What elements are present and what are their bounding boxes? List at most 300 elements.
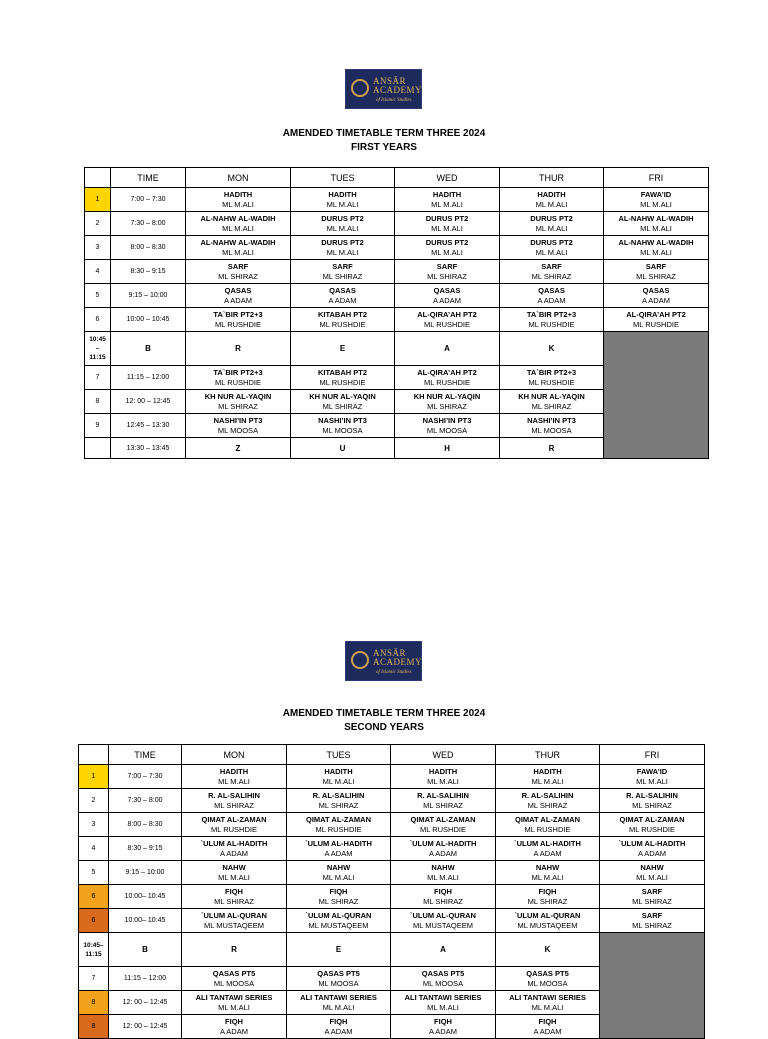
teacher: ML M.ALI: [218, 776, 250, 786]
subject: FIQH: [538, 886, 557, 896]
teacher: ML M.ALI: [535, 247, 568, 257]
teacher: ML RUSHDIE: [424, 319, 470, 329]
teacher: A ADAM: [533, 1026, 562, 1036]
subject: DURUS PT2: [530, 213, 573, 223]
break-time-line: 11:15: [89, 354, 106, 361]
break-letter: R: [182, 933, 287, 967]
lesson-cell: [496, 991, 600, 1015]
zuhr-letter: R: [500, 438, 604, 459]
teacher: ML SHIRAZ: [632, 920, 672, 930]
teacher: ML M.ALI: [326, 223, 359, 233]
subject: NASHI’IN PT3: [213, 415, 263, 425]
lesson-cell: [391, 789, 496, 813]
teacher: ML M.ALI: [218, 872, 250, 882]
subject: QASAS: [224, 285, 252, 295]
teacher: ML M.ALI: [640, 199, 672, 209]
period-time: 12: 00 – 12:45: [109, 1015, 182, 1039]
teacher: ML SHIRAZ: [427, 401, 467, 411]
lesson-cell: [287, 789, 391, 813]
period-time: 8:00 – 8:30: [109, 813, 182, 837]
period-time: 7:00 – 7:30: [111, 188, 186, 212]
subject: DURUS PT2: [425, 213, 469, 223]
subject: `ULUM AL-QURAN: [514, 910, 581, 920]
lesson-cell: [287, 813, 391, 837]
lesson-cell: [600, 765, 705, 789]
subject: KH NUR AL-YAQIN: [518, 391, 585, 401]
lesson-cell: [182, 789, 287, 813]
lesson-cell: [182, 967, 287, 991]
logo-line-3: of Islamic Studies: [376, 98, 412, 103]
subject: QIMAT AL-ZAMAN: [410, 814, 476, 824]
lesson-cell: [395, 236, 500, 260]
period-time: 9:15 – 10:00: [111, 284, 186, 308]
subject: HADITH: [328, 189, 357, 199]
teacher: ML MOOSA: [318, 978, 359, 988]
header-cell: [85, 168, 111, 188]
lesson-cell: [604, 260, 709, 284]
teacher: ML SHIRAZ: [636, 271, 676, 281]
period-number: 5: [79, 861, 109, 885]
header-cell: [79, 745, 109, 765]
lesson-cell: [291, 366, 395, 390]
teacher: ML MOOSA: [213, 978, 255, 988]
break-letter: R: [186, 332, 291, 366]
subject: SARF: [436, 261, 458, 271]
subject: TA`BIR PT2+3: [213, 367, 263, 377]
subject: QIMAT AL-ZAMAN: [201, 814, 267, 824]
period-time: 11:15 – 12:00: [109, 967, 182, 991]
break-letter: A: [391, 933, 496, 967]
lesson-cell: [391, 991, 496, 1015]
period-time: 8:30 – 9:15: [109, 837, 182, 861]
subject: QASAS: [538, 285, 565, 295]
lesson-cell: [186, 188, 291, 212]
lesson-cell: [182, 837, 287, 861]
teacher: ML SHIRAZ: [531, 401, 572, 411]
period-number: 8: [79, 991, 109, 1015]
subject: SARF: [227, 261, 249, 271]
teacher: ML MUSTAQEEM: [412, 920, 473, 930]
teacher: ML RUSHDIE: [211, 824, 257, 834]
subject: QIMAT AL-ZAMAN: [619, 814, 685, 824]
lesson-cell: [600, 813, 705, 837]
subject: KH NUR AL-YAQIN: [413, 391, 481, 401]
lesson-cell: [291, 260, 395, 284]
lesson-cell: [186, 414, 291, 438]
lesson-cell: [391, 813, 496, 837]
teacher: ML MOOSA: [527, 978, 568, 988]
lesson-cell: [186, 284, 291, 308]
break-letter: B: [111, 332, 186, 366]
lesson-cell: [391, 765, 496, 789]
teacher: ML SHIRAZ: [531, 271, 572, 281]
teacher: ML M.ALI: [222, 199, 254, 209]
academy-logo-2: [345, 641, 422, 681]
period-row: [79, 789, 705, 813]
lesson-cell: [395, 366, 500, 390]
period-time: 8:30 – 9:15: [111, 260, 186, 284]
teacher: ML SHIRAZ: [214, 800, 254, 810]
subject: HADITH: [219, 766, 249, 776]
zuhr-letter: H: [395, 438, 500, 459]
lesson-cell: [391, 885, 496, 909]
subject: FIQH: [538, 1016, 557, 1026]
subject: AL-NAHW AL-WADIH: [618, 237, 694, 247]
header-cell: TIME: [111, 168, 186, 188]
period-row: [85, 260, 709, 284]
first-years-timetable: [84, 167, 709, 459]
subject: QIMAT AL-ZAMAN: [306, 814, 371, 824]
teacher: ML M.ALI: [322, 1002, 355, 1012]
teacher: ML M.ALI: [322, 872, 355, 882]
subject: R. AL-SALIHIN: [626, 790, 678, 800]
lesson-cell: [391, 967, 496, 991]
subject: `ULUM AL-HADITH: [409, 838, 477, 848]
teacher: ML SHIRAZ: [423, 800, 463, 810]
period-row: [79, 861, 705, 885]
period-time: 10:00– 10:45: [109, 909, 182, 933]
subject: `ULUM AL-HADITH: [514, 838, 581, 848]
period-number: 2: [79, 789, 109, 813]
subject: AL-NAHW AL-WADIH: [618, 213, 694, 223]
lesson-cell: [291, 414, 395, 438]
lesson-cell: [600, 861, 705, 885]
logo-line-2: ACADEMY: [373, 657, 423, 667]
subject: HADITH: [223, 189, 253, 199]
teacher: ML MOOSA: [217, 425, 259, 435]
lesson-cell: [600, 885, 705, 909]
subject: TA`BIR PT2+3: [526, 367, 577, 377]
lesson-cell: [500, 236, 604, 260]
subject: FIQH: [225, 1016, 243, 1026]
break-row: [85, 332, 709, 366]
lesson-cell: [395, 284, 500, 308]
period-row: [85, 284, 709, 308]
lesson-cell: [500, 390, 604, 414]
teacher: ML RUSHDIE: [420, 824, 466, 834]
lesson-cell: [600, 837, 705, 861]
subject: NAHW: [640, 862, 664, 872]
lesson-cell: [395, 390, 500, 414]
header-cell: TUES: [287, 745, 391, 765]
subject: `ULUM AL-QURAN: [201, 910, 267, 920]
teacher: ML RUSHDIE: [315, 824, 362, 834]
teacher: ML RUSHDIE: [629, 824, 675, 834]
teacher: ML M.ALI: [326, 199, 359, 209]
break-time-line: –: [95, 345, 100, 352]
subject: SARF: [641, 886, 663, 896]
header-cell: TUES: [291, 168, 395, 188]
teacher: ML M.ALI: [222, 223, 254, 233]
lesson-cell: [186, 236, 291, 260]
lesson-cell: [496, 885, 600, 909]
period-time: 7:30 – 8:00: [111, 212, 186, 236]
teacher: ML SHIRAZ: [218, 271, 258, 281]
subject: QASAS: [433, 285, 461, 295]
period-time: 13:30 – 13:45: [111, 438, 186, 459]
break-letter: B: [109, 933, 182, 967]
seal-icon: [351, 651, 369, 669]
teacher: A ADAM: [224, 295, 252, 305]
period-row: [85, 212, 709, 236]
teacher: ML RUSHDIE: [215, 319, 261, 329]
header-cell: TIME: [109, 745, 182, 765]
teacher: ML SHIRAZ: [527, 896, 568, 906]
subject: NASHI’IN PT3: [527, 415, 576, 425]
period-time: 12:45 – 13:30: [111, 414, 186, 438]
zuhr-letter: U: [291, 438, 395, 459]
subject: R. AL-SALIHIN: [417, 790, 469, 800]
lesson-cell: [182, 885, 287, 909]
logo-line-1: ANSĀR: [373, 76, 407, 86]
teacher: ML M.ALI: [427, 776, 459, 786]
header-row: [79, 745, 705, 765]
lesson-cell: [496, 765, 600, 789]
subject: AL-QIRA’AH PT2: [417, 367, 477, 377]
teacher: A ADAM: [642, 295, 670, 305]
lesson-cell: [186, 390, 291, 414]
teacher: A ADAM: [533, 848, 562, 858]
teacher: ML M.ALI: [222, 247, 254, 257]
period-number: 8: [79, 1015, 109, 1039]
teacher: ML M.ALI: [431, 247, 463, 257]
subject: NAHW: [431, 862, 455, 872]
subject: `ULUM AL-HADITH: [200, 838, 268, 848]
teacher: ML M.ALI: [535, 199, 568, 209]
subject: NAHW: [222, 862, 246, 872]
lesson-cell: [500, 284, 604, 308]
teacher: ML RUSHDIE: [319, 319, 366, 329]
teacher: ML MUSTAQEEM: [517, 920, 578, 930]
teacher: ML M.ALI: [431, 223, 463, 233]
period-number: 1: [79, 765, 109, 789]
lesson-cell: [287, 991, 391, 1015]
header-cell: MON: [182, 745, 287, 765]
subject: TA`BIR PT2+3: [526, 309, 577, 319]
teacher: ML RUSHDIE: [215, 377, 261, 387]
teacher: ML RUSHDIE: [528, 319, 575, 329]
teacher: ML M.ALI: [531, 872, 564, 882]
lesson-cell: [186, 212, 291, 236]
teacher: ML RUSHDIE: [528, 377, 575, 387]
period-number: 6: [85, 308, 111, 332]
subject: `ULUM AL-QURAN: [305, 910, 372, 920]
period-number: 3: [85, 236, 111, 260]
lesson-cell: [496, 861, 600, 885]
teacher: ML SHIRAZ: [322, 401, 363, 411]
header-cell: THUR: [496, 745, 600, 765]
period-time: 10:00– 10:45: [109, 885, 182, 909]
subject: R. AL-SALIHIN: [312, 790, 365, 800]
header-cell: FRI: [604, 168, 709, 188]
lesson-cell: [500, 260, 604, 284]
subject: KITABAH PT2: [317, 367, 368, 377]
lesson-cell: [182, 813, 287, 837]
lesson-cell: [496, 967, 600, 991]
lesson-cell: [287, 967, 391, 991]
logo-line-1: ANSĀR: [373, 648, 407, 658]
lesson-cell: [291, 308, 395, 332]
teacher: ML M.ALI: [427, 872, 459, 882]
teacher: ML RUSHDIE: [524, 824, 571, 834]
subject: DURUS PT2: [425, 237, 469, 247]
subject: `ULUM AL-QURAN: [410, 910, 476, 920]
lesson-cell: [395, 260, 500, 284]
subject: FIQH: [434, 1016, 452, 1026]
teacher: A ADAM: [220, 848, 248, 858]
subject: ALI TANTAWI SERIES: [404, 992, 482, 1002]
teacher: ML MOOSA: [426, 425, 468, 435]
lesson-cell: [287, 861, 391, 885]
subject: FIQH: [225, 886, 243, 896]
lesson-cell: [186, 260, 291, 284]
lesson-cell: [182, 991, 287, 1015]
teacher: A ADAM: [220, 1026, 248, 1036]
subject: KH NUR AL-YAQIN: [204, 391, 272, 401]
subject: HADITH: [428, 766, 458, 776]
subject: HADITH: [432, 189, 462, 199]
teacher: ML M.ALI: [431, 199, 463, 209]
lesson-cell: [291, 284, 395, 308]
subject: DURUS PT2: [321, 237, 364, 247]
teacher: ML MOOSA: [531, 425, 572, 435]
break-row: [79, 933, 705, 967]
seal-icon: [351, 79, 369, 97]
subject: NASHI’IN PT3: [318, 415, 367, 425]
lesson-cell: [287, 909, 391, 933]
friday-blank: [604, 332, 709, 459]
first-subtitle: FIRST YEARS: [351, 142, 417, 153]
header-cell: THUR: [500, 168, 604, 188]
period-number: 1: [85, 188, 111, 212]
period-number: 4: [85, 260, 111, 284]
subject: R. AL-SALIHIN: [521, 790, 574, 800]
teacher: ML M.ALI: [326, 247, 359, 257]
lesson-cell: [500, 366, 604, 390]
subject: AL-QIRA’AH PT2: [417, 309, 477, 319]
lesson-cell: [604, 212, 709, 236]
break-time-line: 10:45–: [83, 941, 104, 949]
lesson-cell: [496, 909, 600, 933]
lesson-cell: [600, 789, 705, 813]
subject: DURUS PT2: [321, 213, 364, 223]
subject: ALI TANTAWI SERIES: [195, 992, 273, 1002]
header-cell: WED: [395, 168, 500, 188]
teacher: ML SHIRAZ: [218, 401, 258, 411]
lesson-cell: [604, 188, 709, 212]
period-time: 12: 00 – 12:45: [109, 991, 182, 1015]
period-number: 3: [79, 813, 109, 837]
teacher: ML SHIRAZ: [318, 800, 359, 810]
subject: QASAS: [329, 285, 356, 295]
teacher: ML RUSHDIE: [633, 319, 679, 329]
second-years-timetable: [78, 744, 705, 1039]
subject: FIQH: [434, 886, 452, 896]
subject: QASAS PT5: [421, 968, 465, 978]
period-time: 9:15 – 10:00: [109, 861, 182, 885]
period-number: 5: [85, 284, 111, 308]
subject: HADITH: [537, 189, 566, 199]
lesson-cell: [496, 813, 600, 837]
lesson-cell: [496, 789, 600, 813]
teacher: A ADAM: [537, 295, 566, 305]
teacher: ML SHIRAZ: [527, 800, 568, 810]
teacher: ML M.ALI: [218, 1002, 250, 1012]
subject: FIQH: [329, 886, 348, 896]
teacher: ML M.ALI: [531, 776, 564, 786]
lesson-cell: [395, 188, 500, 212]
teacher: ML SHIRAZ: [322, 271, 363, 281]
break-time-line: 10:45: [89, 336, 106, 343]
second-subtitle: SECOND YEARS: [344, 722, 424, 733]
lesson-cell: [291, 212, 395, 236]
lesson-cell: [182, 861, 287, 885]
header-row: [85, 168, 709, 188]
header-cell: MON: [186, 168, 291, 188]
subject: FAWA’ID: [636, 766, 668, 776]
subject: `ULUM AL-HADITH: [305, 838, 372, 848]
teacher: ML RUSHDIE: [319, 377, 366, 387]
period-number: 7: [85, 366, 111, 390]
period-row: [85, 236, 709, 260]
period-row: [85, 308, 709, 332]
teacher: A ADAM: [324, 848, 353, 858]
lesson-cell: [500, 188, 604, 212]
lesson-cell: [496, 837, 600, 861]
teacher: A ADAM: [638, 848, 666, 858]
subject: AL-NAHW AL-WADIH: [200, 213, 276, 223]
lesson-cell: [604, 236, 709, 260]
lesson-cell: [287, 765, 391, 789]
teacher: ML M.ALI: [636, 872, 668, 882]
subject: TA`BIR PT2+3: [213, 309, 263, 319]
logo-line-3: of Islamic Studies: [376, 670, 412, 675]
lesson-cell: [287, 837, 391, 861]
teacher: ML RUSHDIE: [424, 377, 470, 387]
teacher: ML SHIRAZ: [423, 896, 463, 906]
subject: HADITH: [533, 766, 562, 776]
break-letter: E: [291, 332, 395, 366]
lesson-cell: [500, 212, 604, 236]
teacher: ML SHIRAZ: [214, 896, 254, 906]
teacher: ML SHIRAZ: [632, 800, 672, 810]
period-number: 6: [79, 909, 109, 933]
academy-logo: [345, 69, 422, 109]
subject: KH NUR AL-YAQIN: [309, 391, 376, 401]
teacher: A ADAM: [433, 295, 461, 305]
zuhr-letter: Z: [186, 438, 291, 459]
subject: AL-NAHW AL-WADIH: [200, 237, 276, 247]
subject: R. AL-SALIHIN: [208, 790, 260, 800]
friday-blank: [600, 933, 705, 1039]
lesson-cell: [291, 188, 395, 212]
subject: FIQH: [329, 1016, 348, 1026]
subject: SARF: [541, 261, 562, 271]
header-cell: WED: [391, 745, 496, 765]
lesson-cell: [604, 284, 709, 308]
subject: SARF: [641, 910, 663, 920]
lesson-cell: [186, 308, 291, 332]
subject: HADITH: [324, 766, 353, 776]
break-letter: K: [500, 332, 604, 366]
teacher: ML M.ALI: [636, 776, 668, 786]
period-number: 6: [79, 885, 109, 909]
teacher: ML M.ALI: [427, 1002, 459, 1012]
subject: KITABAH PT2: [317, 309, 368, 319]
teacher: A ADAM: [328, 295, 357, 305]
subject: SARF: [645, 261, 667, 271]
lesson-cell: [500, 308, 604, 332]
